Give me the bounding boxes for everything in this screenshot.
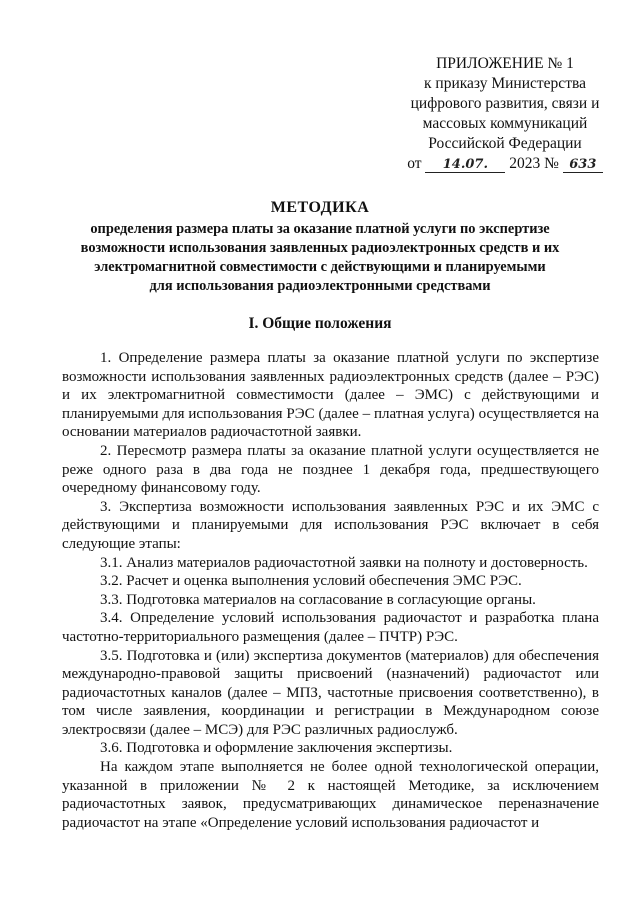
paragraph: 3. Экспертиза возможности использования заявленных РЭС и их ЭМС с действующими и планируемыми для использования РЭС включает в себя следующие этапы:: [62, 498, 599, 552]
subtitle-line: электромагнитной совместимости с действующими и планируемыми: [94, 259, 546, 275]
appendix-line: Российской Федерации: [428, 135, 582, 152]
appendix-line: цифрового развития, связи и: [410, 95, 600, 112]
appendix-header: [395, 54, 615, 174]
paragraph: 3.6. Подготовка и оформление заключения экспертизы.: [100, 740, 453, 757]
paragraph: 3.2. Расчет и оценка выполнения условий обеспечения ЭМС РЭС.: [100, 573, 522, 590]
order-reference: [395, 154, 615, 174]
section-heading: I. Общие положения: [248, 315, 392, 332]
document-body: [62, 349, 599, 832]
paragraph: 3.1. Анализ материалов радиочастотной заявки на полноту и достоверность.: [100, 554, 588, 571]
paragraph: 2. Пересмотр размера платы за оказание платной услуги осуществляется не реже одного раза в два года не позднее 1 декабря года, предшествующего очередному финансовому году.: [62, 442, 599, 497]
appendix-line: массовых коммуникаций: [422, 115, 588, 132]
paragraph: 3.5. Подготовка и (или) экспертиза документов (материалов) для обеспечения международно-правовой защиты присвоений (назначений) радиочастот или радиочастотных каналов (далее – МПЗ, частотные присвоения соответственно), в том числе заявления, координации и регистрации в Международном союзе электросвязи (далее – МСЭ) для РЭС различных радиослужб.: [62, 647, 599, 738]
subtitle-line: определения размера платы за оказание платной услуги по экспертизе: [90, 221, 550, 237]
paragraph: На каждом этапе выполняется не более одной технологической операции, указанной в приложении № 2 к настоящей Методике, за исключением радиочастотных заявок, предусматривающих динамическое переназначение радиочастот на этапе «Определение условий использования радиочастот и: [62, 759, 599, 831]
order-date-handwritten: 14.07.: [425, 157, 505, 173]
order-number-handwritten: 633: [563, 157, 603, 173]
paragraph: 3.4. Определение условий использования радиочастот и разработка плана частотно-территориального размещения (далее – ПЧТР) РЭС.: [62, 610, 599, 645]
appendix-line: ПРИЛОЖЕНИЕ № 1: [436, 55, 574, 72]
order-prefix: от: [407, 155, 422, 172]
paragraph: 3.3. Подготовка материалов на согласование в согласующие органы.: [100, 591, 536, 608]
paragraph: 1. Определение размера платы за оказание платной услуги по экспертизе возможности использования заявленных радиоэлектронных средств (далее – РЭС) и их электромагнитной совместимости (далее – ЭМС) с действующими и планируемыми для использования РЭС (далее – платная услуга) осуществляется на основании материалов радиочастотной заявки.: [62, 350, 599, 441]
appendix-line: к приказу Министерства: [424, 75, 586, 92]
order-year: 2023 №: [509, 155, 559, 172]
subtitle-line: для использования радиоэлектронными средствами: [149, 278, 491, 294]
document-title: МЕТОДИКА: [270, 199, 370, 216]
subtitle-line: возможности использования заявленных радиоэлектронных средств и их: [80, 240, 560, 256]
document-subtitle: [70, 220, 570, 296]
